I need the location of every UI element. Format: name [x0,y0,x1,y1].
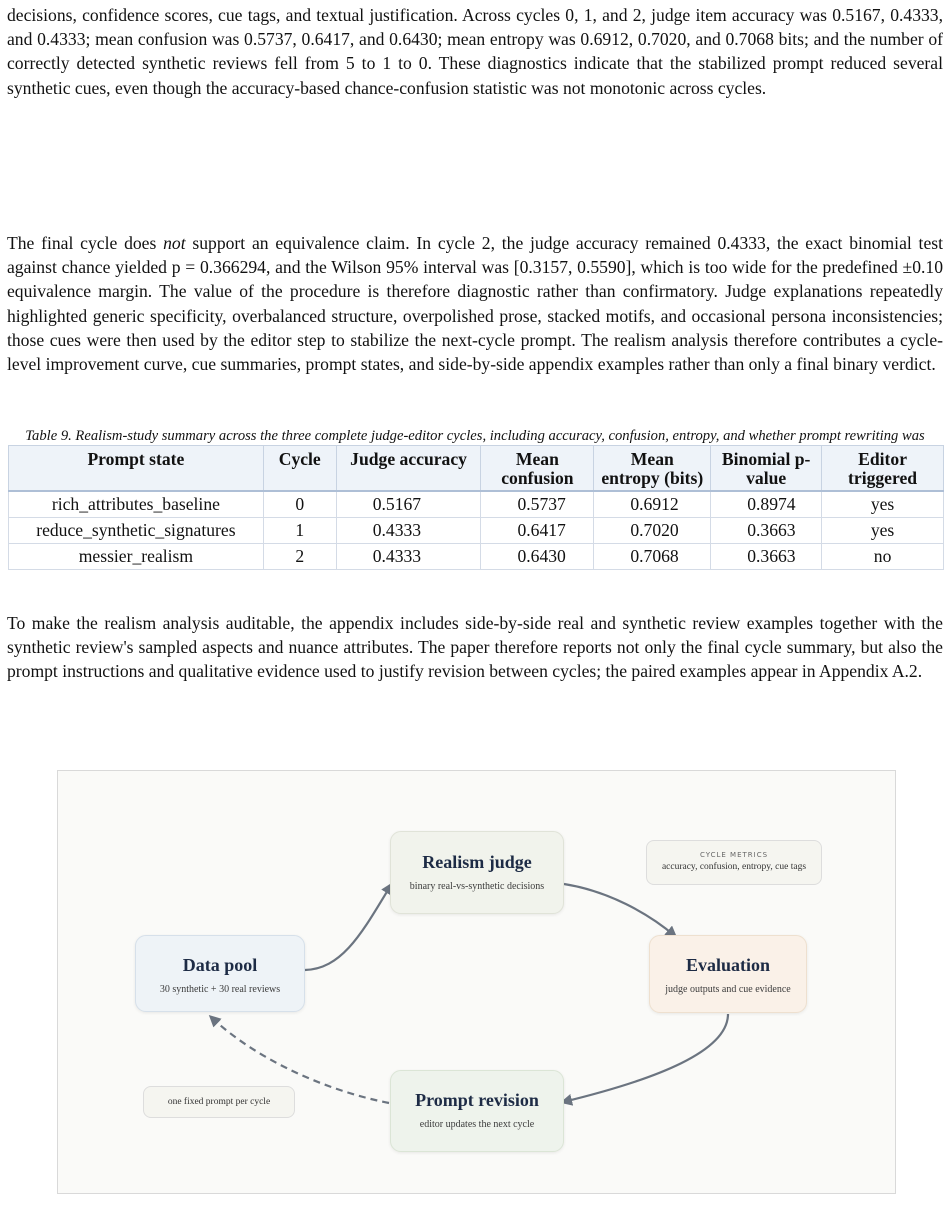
table-header-row [9,446,944,492]
cell-editor-triggered: yes [822,518,944,544]
note-fixed-prompt: one fixed prompt per cycle [143,1086,295,1118]
cell-mean-entropy: 0.7068 [594,544,711,570]
header-cycle: Cycle [263,446,336,492]
header-mean-entropy: Mean entropy (bits) [594,446,711,492]
cell-cycle: 0 [263,491,336,518]
table-caption: Table 9. Realism-study summary across the three complete judge-editor cycles, including accuracy, confusion, entropy, and whether prompt rewriting was [25,428,925,444]
node-title: Realism judge [422,852,532,872]
node-title: Evaluation [685,955,771,975]
cell-judge-accuracy: 0.4333 [336,544,481,570]
node-prompt-revision [390,1070,564,1152]
header-binomial-p: Binomial p-value [711,446,822,492]
paragraph-equivalence [7,231,943,376]
cell-mean-entropy: 0.6912 [594,491,711,518]
cell-binomial-p: 0.3663 [711,544,822,570]
cell-mean-confusion: 0.6417 [481,518,594,544]
cell-cycle: 1 [263,518,336,544]
cell-judge-accuracy: 0.5167 [336,491,481,518]
header-editor-triggered: Editor triggered [822,446,944,492]
paragraph-text: To make the realism analysis auditable, the appendix includes side-by-side real and synthetic review examples together with the synthetic review's sampled aspects and nuance attributes. The paper therefore reports not only the final cycle summary, but also the prompt instructions and qualitative evidence used to justify revision between cycles; the paired examples appear in Appendix A.2. [7,613,943,682]
header-mean-confusion: Mean confusion [481,446,594,492]
cell-binomial-p: 0.8974 [711,491,822,518]
cell-editor-triggered: no [822,544,944,570]
table-row [9,518,944,544]
realism-summary-table [8,445,944,570]
paragraph-text: decisions, confidence scores, cue tags, and textual justification. Across cycles 0, 1, and 2, judge item accuracy was 0.5167, 0.4333, and 0.4333; mean confusion was 0.5737, 0.6417, and 0.6430; mean entropy was 0.6912, 0.7020, and 0.7068 bits; and the number of correctly detected synthetic reviews fell from 5 to 1 to 0. These diagnostics indicate that the stabilized prompt reduced several synthetic cues, even though the accuracy-based chance-confusion statistic was not monotonic across cycles. [7,5,943,98]
paragraph-judge-results [7,3,943,100]
cell-binomial-p: 0.3663 [711,518,822,544]
cell-mean-entropy: 0.7020 [594,518,711,544]
arrow-judge-to-evaluation [564,884,675,936]
node-subtitle: binary real-vs-synthetic decisions [409,881,545,892]
cell-judge-accuracy: 0.4333 [336,518,481,544]
table-row [9,491,944,518]
cell-mean-confusion: 0.6430 [481,544,594,570]
cell-prompt-state: rich_attributes_baseline [9,491,264,518]
cell-mean-confusion: 0.5737 [481,491,594,518]
cell-cycle: 2 [263,544,336,570]
cycle-diagram [57,770,896,1194]
node-evaluation [649,935,807,1013]
metrics-label: CYCLE METRICS [699,851,769,859]
node-title: Data pool [182,955,258,975]
header-judge-accuracy: Judge accuracy [336,446,481,492]
paragraph-text: The final cycle does [7,233,164,253]
node-data-pool [135,935,305,1012]
node-realism-judge [390,831,564,914]
paragraph-appendix [7,611,943,684]
arrow-evaluation-to-revision [563,1014,728,1102]
cycle-metrics-box [646,840,822,885]
cell-prompt-state: messier_realism [9,544,264,570]
cell-prompt-state: reduce_synthetic_signatures [9,518,264,544]
metrics-text: accuracy, confusion, entropy, cue tags [661,862,807,872]
node-title: Prompt revision [415,1090,539,1110]
arrow-pool-to-judge [305,885,391,970]
cell-editor-triggered: yes [822,491,944,518]
node-subtitle: 30 synthetic + 30 real reviews [159,984,281,995]
header-prompt-state: Prompt state [9,446,264,492]
paragraph-text: support an equivalence claim. In cycle 2, the judge accuracy remained 0.4333, the exact binomial test against chance yielded p = 0.366294, and the Wilson 95% interval was [0.3157, 0.5590], which is too wide for the predefined ±0.10 equivalence margin. The value of the procedure is therefore diagnostic rather than confirmatory. Judge explanations repeatedly highlighted generic specificity, overbalanced structure, overpolished prose, stacked motifs, and occasional persona inconsistencies; those cues were then used by the editor step to stabilize the next-cycle prompt. The realism analysis therefore contributes a cycle-level improvement curve, cue summaries, prompt states, and side-by-side appendix examples rather than only a final binary verdict. [7,233,943,375]
emphasis-not: not [163,233,186,253]
node-subtitle: editor updates the next cycle [419,1119,535,1130]
table-row [9,544,944,570]
node-subtitle: judge outputs and cue evidence [665,984,791,995]
